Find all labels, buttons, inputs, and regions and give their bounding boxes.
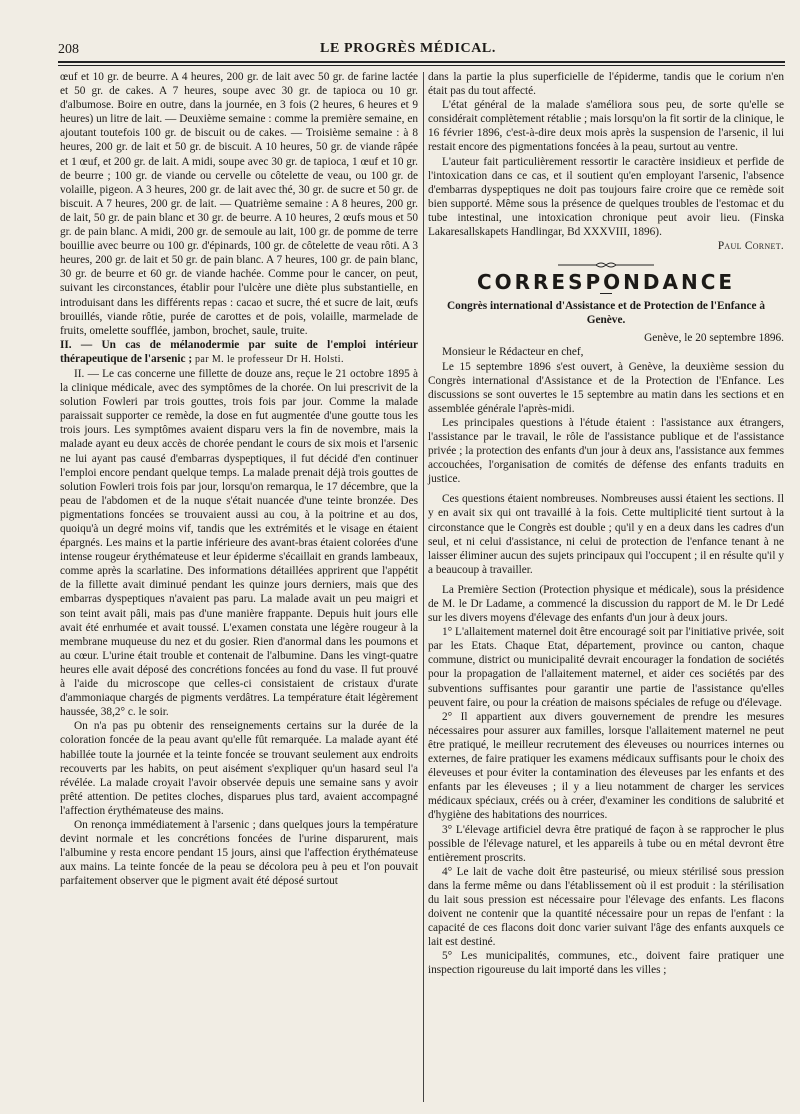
running-header xyxy=(58,38,758,60)
resolution-2: 2° Il appartient aux divers gouvernement de prendre les mesures nécessaires pour assurer aux familles, lorsque l'allaitement maternel ne peut être pratiqué, le meilleur recrutement des éleveuses ou nourrices internes ou externes, de faire pratiquer les examens médicaux suffisants pour le choix des éleveuses et pour éviter la contamination des éleveuses par les enfants et des enfants par les éleveuses ; il y a lieu notamment de charger les services médicaux spéciaux, créés ou à créer, d'examiner les conditions de salubrité et d'hygiène des habitations des nourrices. xyxy=(428,710,784,822)
resolution-5: 5° Les municipalités, communes, etc., doivent faire pratiquer une inspection rigoureuse du lait importé dans les villes ; xyxy=(428,950,784,977)
section-heading-title: II. — Un cas de mélanodermie par suite de l'emploi intérieur thérapeutique de l'arsenic ; xyxy=(60,338,418,365)
resolution-1: 1° L'allaitement maternel doit être encouragé soit par l'initiative privée, soit par les Etats. Chaque Etat, département, province ou canton, chaque commune, district ou municipalité devrait encourager la fondation de sociétés pour la propagation de l'allaitement maternel, et aider ces sociétés par des subventions suffisantes pour garantir une partie de l'assistance qu'elles peuvent faire, ou pour la création de maisons spéciales de refuge ou d'élevage. xyxy=(428,626,784,709)
letter-paragraph-3: Ces questions étaient nombreuses. Nombreuses aussi étaient les sections. Il y en avait six qui ont travaillé à la fois. Cette multiplicité tient surtout à la circonstance que le Congrès est double ; qu'il y en a deux dans les cadres d'un seul, et ni celui d'assistance, ni celui de protection de l'enfance tenant à ne laisser éliminer aucun des sujets principaux qui l'occupent ; il en résulte qu'il y a beaucoup à travailler. xyxy=(428,493,784,576)
column-divider xyxy=(423,72,424,1102)
letter-paragraph-2: Les principales questions à l'étude étaient : l'assistance aux étrangers, l'assistance par le travail, le rôle de l'assistance publique et de l'assistance privée ; la protection des enfants d'un jour à deux ans, l'assistance aux femmes accouchées, l'organisation de comités de défense des enfants traduits en justice. xyxy=(428,416,784,486)
author-signature: Paul Cornet. xyxy=(717,240,784,253)
letter-paragraph-4: La Première Section (Protection physique et médicale), sous la présidence de M. le Dr Ladame, a commencé la discussion du rapport de M. le Dr Ledé sur les divers moyens d'élevage des enfants d'un jour à deux jours. xyxy=(428,583,784,625)
journal-title: LE PROGRÈS MÉDICAL. xyxy=(320,41,496,56)
congress-subtitle: Congrès international d'Assistance et de Protection de l'Enfance à Genève. xyxy=(447,300,765,327)
left-column xyxy=(60,70,418,888)
letter-paragraph-1: Le 15 septembre 1896 s'est ouvert, à Genève, la deuxième session du Congrès international d'Assistance et de la Protection de l'Enfance. Les discussions se sont ouvertes le 15 septembre au matin dans les sections et en assemblée générale l'après-midi. xyxy=(428,360,784,415)
case-paragraph-5: L'auteur fait particulièrement ressortir le caractère insidieux et perfide de l'intoxication dans ce cas, et il soutient qu'en employant l'arsenic, l'absence d'embarras dyspeptiques ne doit pas toujours faire croire que ce remède soit bien supporté. Même sous la présence de quelques troubles de l'estomac et du tube intestinal, une intoxication chronique peut avoir lieu. (Finska Lakaresallskapets Handlingar, Bd XXXVIII, 1896). xyxy=(428,155,784,239)
resolution-3: 3° L'élevage artificiel devra être pratiqué de façon à se rapprocher le plus possible de l'élevage naturel, et les appareils à tube ou en métal devront être entièrement proscrits. xyxy=(428,823,784,864)
case-paragraph-2: On n'a pas pu obtenir des renseignements certains sur la durée de la coloration foncée de la peau avant qu'elle fût remarquée. La malade ayant été habillée toute la journée et la teinte foncée se trouvant seulement aux endroits recouverts par les habits, on peut aisément s'expliquer qu'un hasard seul l'a révélée. La malade croyait l'avoir observée depuis une semaine sans y avoir prêté attention. De petites cloches, disparues plus tard, avaient accompagné l'affection érythémateuse des mains. xyxy=(60,720,418,817)
diet-paragraph: œuf et 10 gr. de beurre. A 4 heures, 200 gr. de lait avec 50 gr. de farine lactée et 50 gr. de cakes. A 7 heures, soupe avec 30 gr. de tapioca ou 10 gr. d'albumose. Boire en outre, dans la journée, en 3 fois (2 heures, 6 heures et 9 heures) un litre de lait. — Deuxième semaine : comme la première semaine, en ajoutant toutefois 100 gr. de biscuit ou de cakes. — Troisième semaine : à 8 heures, 200 gr. de lait et 50 gr. de biscuit. A 10 heures, 50 gr. de viande râpée et 1 œuf, et 200 gr. de lait. A midi, soupe avec 30 gr. de tapioca, 1 œuf et 10 gr. de beurre ; 100 gr. de viande ou cervelle ou côtelette de veau, ou 100 gr. de volaille, pigeon. A 3 heures, 200 gr. de lait avec thé, 30 gr. de sucre et 50 gr. de biscuit. A 7 heures, 200 gr. de lait. — Quatrième semaine : A 8 heures, 200 gr. de lait, 50 gr. de pain blanc et 30 gr. de beurre. A 10 heures, 2 œufs mous et 50 gr. de pain blanc. A midi, 200 gr. de semoule au lait, 100 gr. de pomme de terre bouillie avec beurre ou 100 gr. d'épinards, 100 gr. de côtelette de veau rôti. A 3 heures, 200 gr. de lait et 50 gr. de pain blanc. A 7 heures, 100 gr. de pain blanc, 30 gr. de beurre et 60 gr. de viande hachée. Comme pour le cancer, on peut, suivant les circonstances, établir pour l'ulcère une diète plus substantielle, en introduisant dans les différents repas : cacao et sucre, thé et sucre de lait, œufs brouillés, viande rôtie, purée de carottes et de pois, volaille, marmelade de fruits, omelette soufflée, jambon, brochet, saule, truite. xyxy=(60,71,418,337)
ornament-divider-icon xyxy=(556,261,656,269)
resolution-4: 4° Le lait de vache doit être pasteurisé, ou mieux stérilisé sous pression dans la ferme même ou dans l'établissement où il est produit : la stérilisation du lait sous pression est nécessaire pour l'élevage des enfants. Les flacons doivent ne contenir que la quantité nécessaire pour un repas de l'enfant : la capacité de ces flacons doit donc varier suivant l'âge des enfants auxquels ce lait est destiné. xyxy=(428,865,784,949)
section-heading-melanodermie xyxy=(60,338,418,367)
header-rule-thick xyxy=(58,61,785,63)
section-heading-author: par M. le professeur Dr H. Holsti. xyxy=(192,353,344,365)
letter-date: Genève, le 20 septembre 1896. xyxy=(644,332,784,345)
case-paragraph-4: L'état général de la malade s'améliora sous peu, de sorte qu'elle se considérait complètement rétablie ; mais lorsqu'on la fit sortir de la clinique, le 16 février 1896, c'est-à-dire deux mois après la suspension de l'arsenic, il lui restait encore des pigmentations foncées à la peau, surtout au ventre. xyxy=(428,99,784,154)
right-column xyxy=(428,70,784,978)
letter-salutation: Monsieur le Rédacteur en chef, xyxy=(442,346,584,359)
case-paragraph-1: II. — Le cas concerne une fillette de douze ans, reçue le 21 octobre 1895 à la clinique médicale, avec des symptômes de la chorée. On lui prescrivit de la solution Fowleri par trois gouttes, trois fois par jour. Comme la malade paraissait supporter ce remède, la dose en fut augmentée d'une goutte tous les trois jours. Les symptômes avaient disparu vers la fin de novembre, mais la malade ayant eu deux accès de chorée pendant le cours de six mois et l'arsenic ne lui ayant pas causé d'embarras dyspeptiques, il fut décidé d'en continuer l'emploi encore pendant quelque temps. La malade prenait déjà trois gouttes de solution Fowleri trois fois par jour, lorsqu'on remarqua, le 17 décembre, que la peau de l'abdomen et de la nuque s'était nuancée d'une teinte bronzée. Des pigmentations foncées se trouvaient aussi au cou, à la poitrine et au dos, quoiqu'à un degré moins vif, tandis que les extrémités et le visage en étaient épargnés. Les mains et la partie inférieure des avant-bras étaient colorées d'une intense rougeur érythémateuse et leur épiderme s'écaillait en grands lambeaux, comme après la scarlatine. Des informations détaillées apprirent que l'appétit de la fillette avait diminué pendant les quinze jours derniers, mais que des embarras dyspeptiques n'avaient pas paru. La malade avait un peu maigri et son teint avait pâli, mais pas d'une manière frappante. Depuis huit jours elle avait été enrhumée et avait toussé. L'examen constata une légère rougeur à la membrane muqueuse du nez et du gosier. Rien d'anormal dans les poumons et au cœur. L'urine était trouble et contenait de l'albumine. Dans les vingt-quatre heures elle avait déposé des concrétions foncées au fond du vase. Il fut prouvé à l'aide du microscope que celles-ci consistaient de cristaux d'urate d'ammoniaque chargés de pigments verdâtres. La température était légèrement haussée, 38,2° c. le soir. xyxy=(60,367,418,719)
case-paragraph-continued: dans la partie la plus superficielle de l'épiderme, tandis que le corium n'en était pas du tout affecté. xyxy=(428,71,784,98)
case-paragraph-3: On renonça immédiatement à l'arsenic ; dans quelques jours la température devint normale et les concrétions foncées de l'urine disparurent, mais l'albumine y resta encore pendant 15 jours, ainsi que l'affection érythémateuse aux mains. La teinte foncée de la peau se décolora peu à peu et l'on pouvait parfaitement observer que le pigment avait été déposé surtout xyxy=(60,818,418,888)
page-number: 208 xyxy=(58,42,79,57)
correspondance-heading: CORRESPONDANCE xyxy=(476,270,736,295)
header-rule-thin xyxy=(58,65,785,66)
